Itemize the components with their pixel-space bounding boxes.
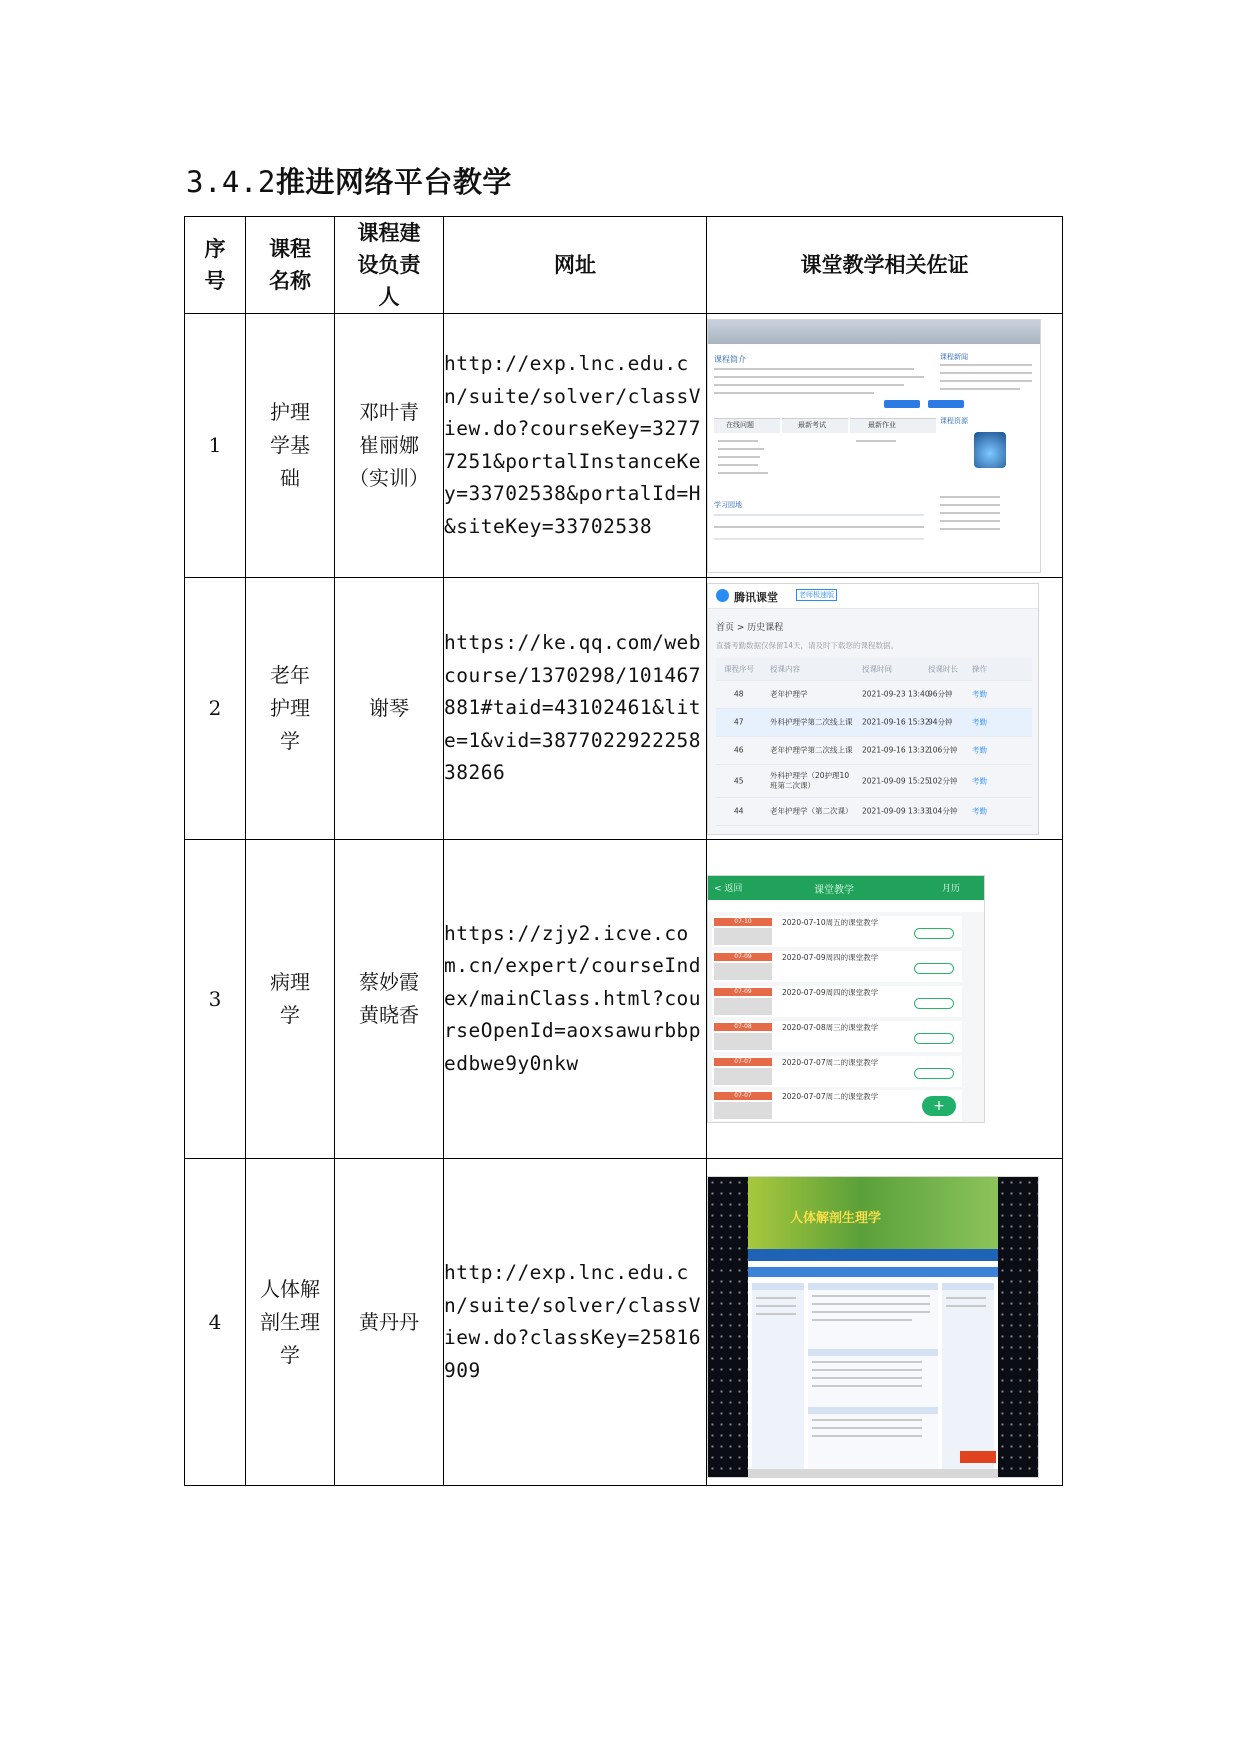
table-row: [185, 1159, 1063, 1486]
row-course: 老年 护理 学: [246, 578, 335, 840]
status-bar: [748, 1469, 998, 1477]
history-row[interactable]: 44 老年护理学（第二次课） 2021-09-09 13:33 104分钟 考勤: [716, 798, 1032, 826]
edition-badge: 老师极速版: [796, 589, 837, 601]
row-evidence: [707, 1159, 1063, 1486]
row-seq: 3: [185, 840, 246, 1159]
header-evidence: 课堂教学相关佐证: [707, 217, 1063, 314]
banner-title: 人体解剖生理学: [790, 1211, 882, 1226]
section-number: 3.4.2: [186, 165, 276, 199]
table-row: [185, 840, 1063, 1159]
filter-bar: [708, 900, 984, 912]
app-title: 课堂教学: [814, 885, 854, 896]
row-evidence: [707, 314, 1063, 578]
breadcrumb[interactable]: 首页 > 历史课程: [716, 622, 784, 633]
notice-text: 直播考勤数据仅保留14天，请及时下载您的课程数据。: [716, 640, 899, 650]
row-owner: 蔡妙霞 黄晓香: [335, 840, 444, 1159]
htm-icon: [974, 432, 1006, 468]
history-row[interactable]: 45 外科护理学（20护理10班第二次课） 2021-09-09 15:25 102分钟 考勤: [716, 765, 1032, 798]
row-url-link[interactable]: https://zjy2.icve.com.cn/expert/courseIndex/mainClass.html?courseOpenId=aoxsawurbbpedbwe9y0nkw: [444, 840, 707, 1159]
footer-badge: [960, 1451, 996, 1463]
row-course: 病理 学: [246, 840, 335, 1159]
class-card[interactable]: 07-09 2020-07-09周四的课堂教学: [712, 951, 962, 982]
starfield-left: [708, 1177, 748, 1477]
row-url-link[interactable]: http://exp.lnc.edu.cn/suite/solver/classView.do?classKey=25816909: [444, 1159, 707, 1486]
header-course: 课程 名称: [246, 217, 335, 314]
row-url-link[interactable]: https://ke.qq.com/webcourse/1370298/101467881#taid=43102461&lite=1&vid=387702292225838266: [444, 578, 707, 840]
row-owner: 谢琴: [335, 578, 444, 840]
add-button[interactable]: +: [922, 1096, 956, 1116]
sub-nav[interactable]: [748, 1267, 998, 1277]
row-seq: 2: [185, 578, 246, 840]
main-nav[interactable]: [748, 1249, 998, 1261]
history-row[interactable]: 48 老年护理学 2021-09-23 13:40 96分钟 考勤: [716, 681, 1032, 709]
class-card[interactable]: 07-07 2020-07-07周二的课堂教学: [712, 1090, 962, 1121]
row-owner: 黄丹丹: [335, 1159, 444, 1486]
icve-class-screenshot: [707, 875, 985, 1123]
row-course: 人体解 剖生理 学: [246, 1159, 335, 1486]
nav-bar: [708, 320, 1040, 344]
section-title: 推进网络平台教学: [275, 165, 512, 199]
resource-title: 课程资源: [940, 416, 968, 425]
back-button[interactable]: < 返回: [714, 884, 743, 894]
history-row[interactable]: 46 老年护理学第二次线上课 2021-09-16 13:32 106分钟 考勤: [716, 737, 1032, 765]
tencent-class-screenshot: [707, 583, 1039, 835]
site-banner: [748, 1177, 998, 1249]
anatomy-site-screenshot: [707, 1176, 1039, 1478]
history-table: [716, 658, 1032, 826]
row-course: 护理 学基 础: [246, 314, 335, 578]
row-evidence: [707, 578, 1063, 840]
course-table: [184, 216, 1063, 1486]
course-site-screenshot: 课程简介 课程新闻 课程资源 在线问题 最新考试 最新作业 学习园地: [707, 319, 1041, 573]
class-card[interactable]: 07-08 2020-07-08周三的课堂教学: [712, 1021, 962, 1052]
right-column: [942, 1283, 994, 1469]
course-intro-title: 课程简介: [714, 354, 746, 364]
brand-name: 腾讯课堂: [734, 590, 778, 604]
class-card[interactable]: 07-10 2020-07-10周五的课堂教学: [712, 916, 962, 947]
row-url-link[interactable]: http://exp.lnc.edu.cn/suite/solver/classView.do?courseKey=32777251&portalInstanceKey=33702538&portalId=H&siteKey=33702538: [444, 314, 707, 578]
header-owner: 课程建 设负责 人: [335, 217, 444, 314]
table-row: [185, 578, 1063, 840]
row-evidence: [707, 840, 1063, 1159]
header-url: 网址: [444, 217, 707, 314]
class-card[interactable]: 07-09 2020-07-09周四的课堂教学: [712, 986, 962, 1017]
app-header: [708, 876, 984, 900]
news-title: 课程新闻: [940, 352, 968, 361]
header-seq: 序 号: [185, 217, 246, 314]
tencent-logo-icon: [716, 589, 729, 602]
class-card[interactable]: 07-07 2020-07-07周二的课堂教学: [712, 1056, 962, 1087]
row-owner: 邓叶青 崔丽娜 （实训）: [335, 314, 444, 578]
apply-button[interactable]: [928, 400, 964, 408]
history-row[interactable]: 47 外科护理学第二次线上课 2021-09-16 15:32 94分钟 考勤: [716, 709, 1032, 737]
site-page: [748, 1177, 998, 1477]
row-seq: 4: [185, 1159, 246, 1486]
row-seq: 1: [185, 314, 246, 578]
section-heading: [186, 160, 512, 201]
starfield-right: [998, 1177, 1038, 1477]
table-row: [185, 314, 1063, 578]
calendar-link[interactable]: 月历: [941, 884, 960, 894]
app-header: [708, 584, 1038, 609]
join-button[interactable]: [884, 400, 920, 408]
study-title: 学习园地: [714, 500, 742, 509]
history-header: 课程序号 授课内容 授课时间 授课时长 操作: [716, 658, 1032, 681]
table-header-row: [185, 217, 1063, 314]
left-column: [752, 1283, 804, 1469]
